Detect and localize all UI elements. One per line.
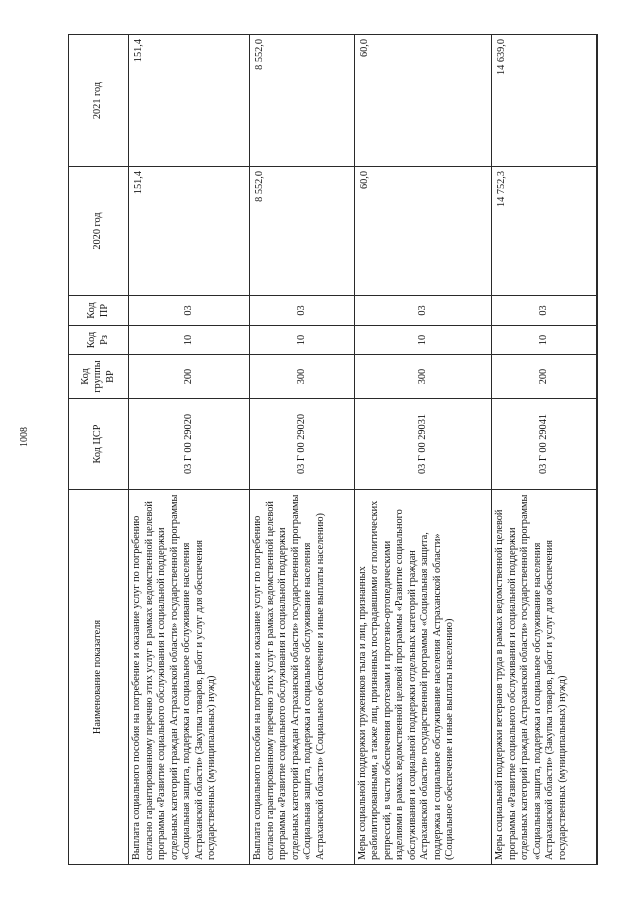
rotated-page-content xyxy=(68,35,598,865)
row-2020: 151,4 xyxy=(129,167,250,296)
row-rz: 10 xyxy=(492,326,597,355)
row-vr: 300 xyxy=(250,355,355,399)
row-2021: 60,0 xyxy=(354,35,491,167)
row-2021: 151,4 xyxy=(129,35,250,167)
table-row xyxy=(354,35,491,865)
header-pr: Код ПР xyxy=(69,296,129,326)
row-2021: 8 552,0 xyxy=(250,35,355,167)
row-2020: 60,0 xyxy=(354,167,491,296)
header-csr: Код ЦСР xyxy=(69,399,129,490)
row-2021: 14 639,0 xyxy=(492,35,597,167)
row-2020: 14 752,3 xyxy=(492,167,597,296)
table-row xyxy=(492,35,597,865)
row-rz: 10 xyxy=(250,326,355,355)
budget-table xyxy=(68,34,598,865)
row-vr: 200 xyxy=(492,355,597,399)
table-row-empty xyxy=(596,35,597,865)
row-pr: 03 xyxy=(250,296,355,326)
header-vr: Код группы ВР xyxy=(69,355,129,399)
header-name: Наименование показателя xyxy=(69,490,129,865)
header-rz: Код Рз xyxy=(69,326,129,355)
row-name: Меры социальной поддержки ветеранов труда в рамках ведомственной целевой программы «Развитие социального обслуживания и социальной поддержки отдельных категорий граждан Астраханской области» государственной программы «Социальная защита, поддержка и социальное обслуживание населения Астраханской области» (Закупка товаров, работ и услуг для обеспечения государственных (муниципальных) нужд) xyxy=(492,490,597,865)
header-2020: 2020 год xyxy=(69,167,129,296)
row-pr: 03 xyxy=(492,296,597,326)
row-name: Выплата социального пособия на погребение и оказание услуг по погребению согласно гарантированному перечню этих услуг в рамках ведомственной целевой программы «Развитие социального обслуживания и социальной поддержки отдельных категорий граждан Астраханской области» государственной программы «Социальная защита, поддержка и социальное обслуживание населения Астраханской области» (Социальное обеспечение и иные выплаты населению) xyxy=(250,490,355,865)
table-row xyxy=(129,35,250,865)
row-csr: 03 Г 00 29020 xyxy=(250,399,355,490)
table-row xyxy=(250,35,355,865)
row-name: Выплата социального пособия на погребение и оказание услуг по погребению согласно гарантированному перечню этих услуг в рамках ведомственной целевой программы «Развитие социального обслуживания и социальной поддержки отдельных категорий граждан Астраханской области» государственной программы «Социальная защита, поддержка и социальное обслуживание населения Астраханской области» (Закупка товаров, работ и услуг для обеспечения государственных (муниципальных) нужд) xyxy=(129,490,250,865)
row-csr: 03 Г 00 29020 xyxy=(129,399,250,490)
row-rz: 10 xyxy=(129,326,250,355)
header-2021: 2021 год xyxy=(69,35,129,167)
row-pr: 03 xyxy=(354,296,491,326)
row-vr: 300 xyxy=(354,355,491,399)
row-csr: 03 Г 00 29031 xyxy=(354,399,491,490)
row-rz: 10 xyxy=(354,326,491,355)
row-pr: 03 xyxy=(129,296,250,326)
row-2020: 8 552,0 xyxy=(250,167,355,296)
table-header-row xyxy=(69,35,129,865)
row-vr: 200 xyxy=(129,355,250,399)
row-name: Меры социальной поддержки тружеников тыла и лиц, признанных реабилитированными, а также лиц, признанных пострадавшими от политических репрессий, в части обеспечения протезами и протезно-ортопедическими изделиями в рамках ведомственной целевой программы «Развитие социального обслуживания и социальной поддержки отдельных категорий граждан Астраханской области» государственной программы «Социальная защита, поддержка и социальное обслуживание населения Астраханской области» (Социальное обеспечение и иные выплаты населению) xyxy=(354,490,491,865)
page-number: 1008 xyxy=(19,427,30,447)
row-csr: 03 Г 00 29041 xyxy=(492,399,597,490)
